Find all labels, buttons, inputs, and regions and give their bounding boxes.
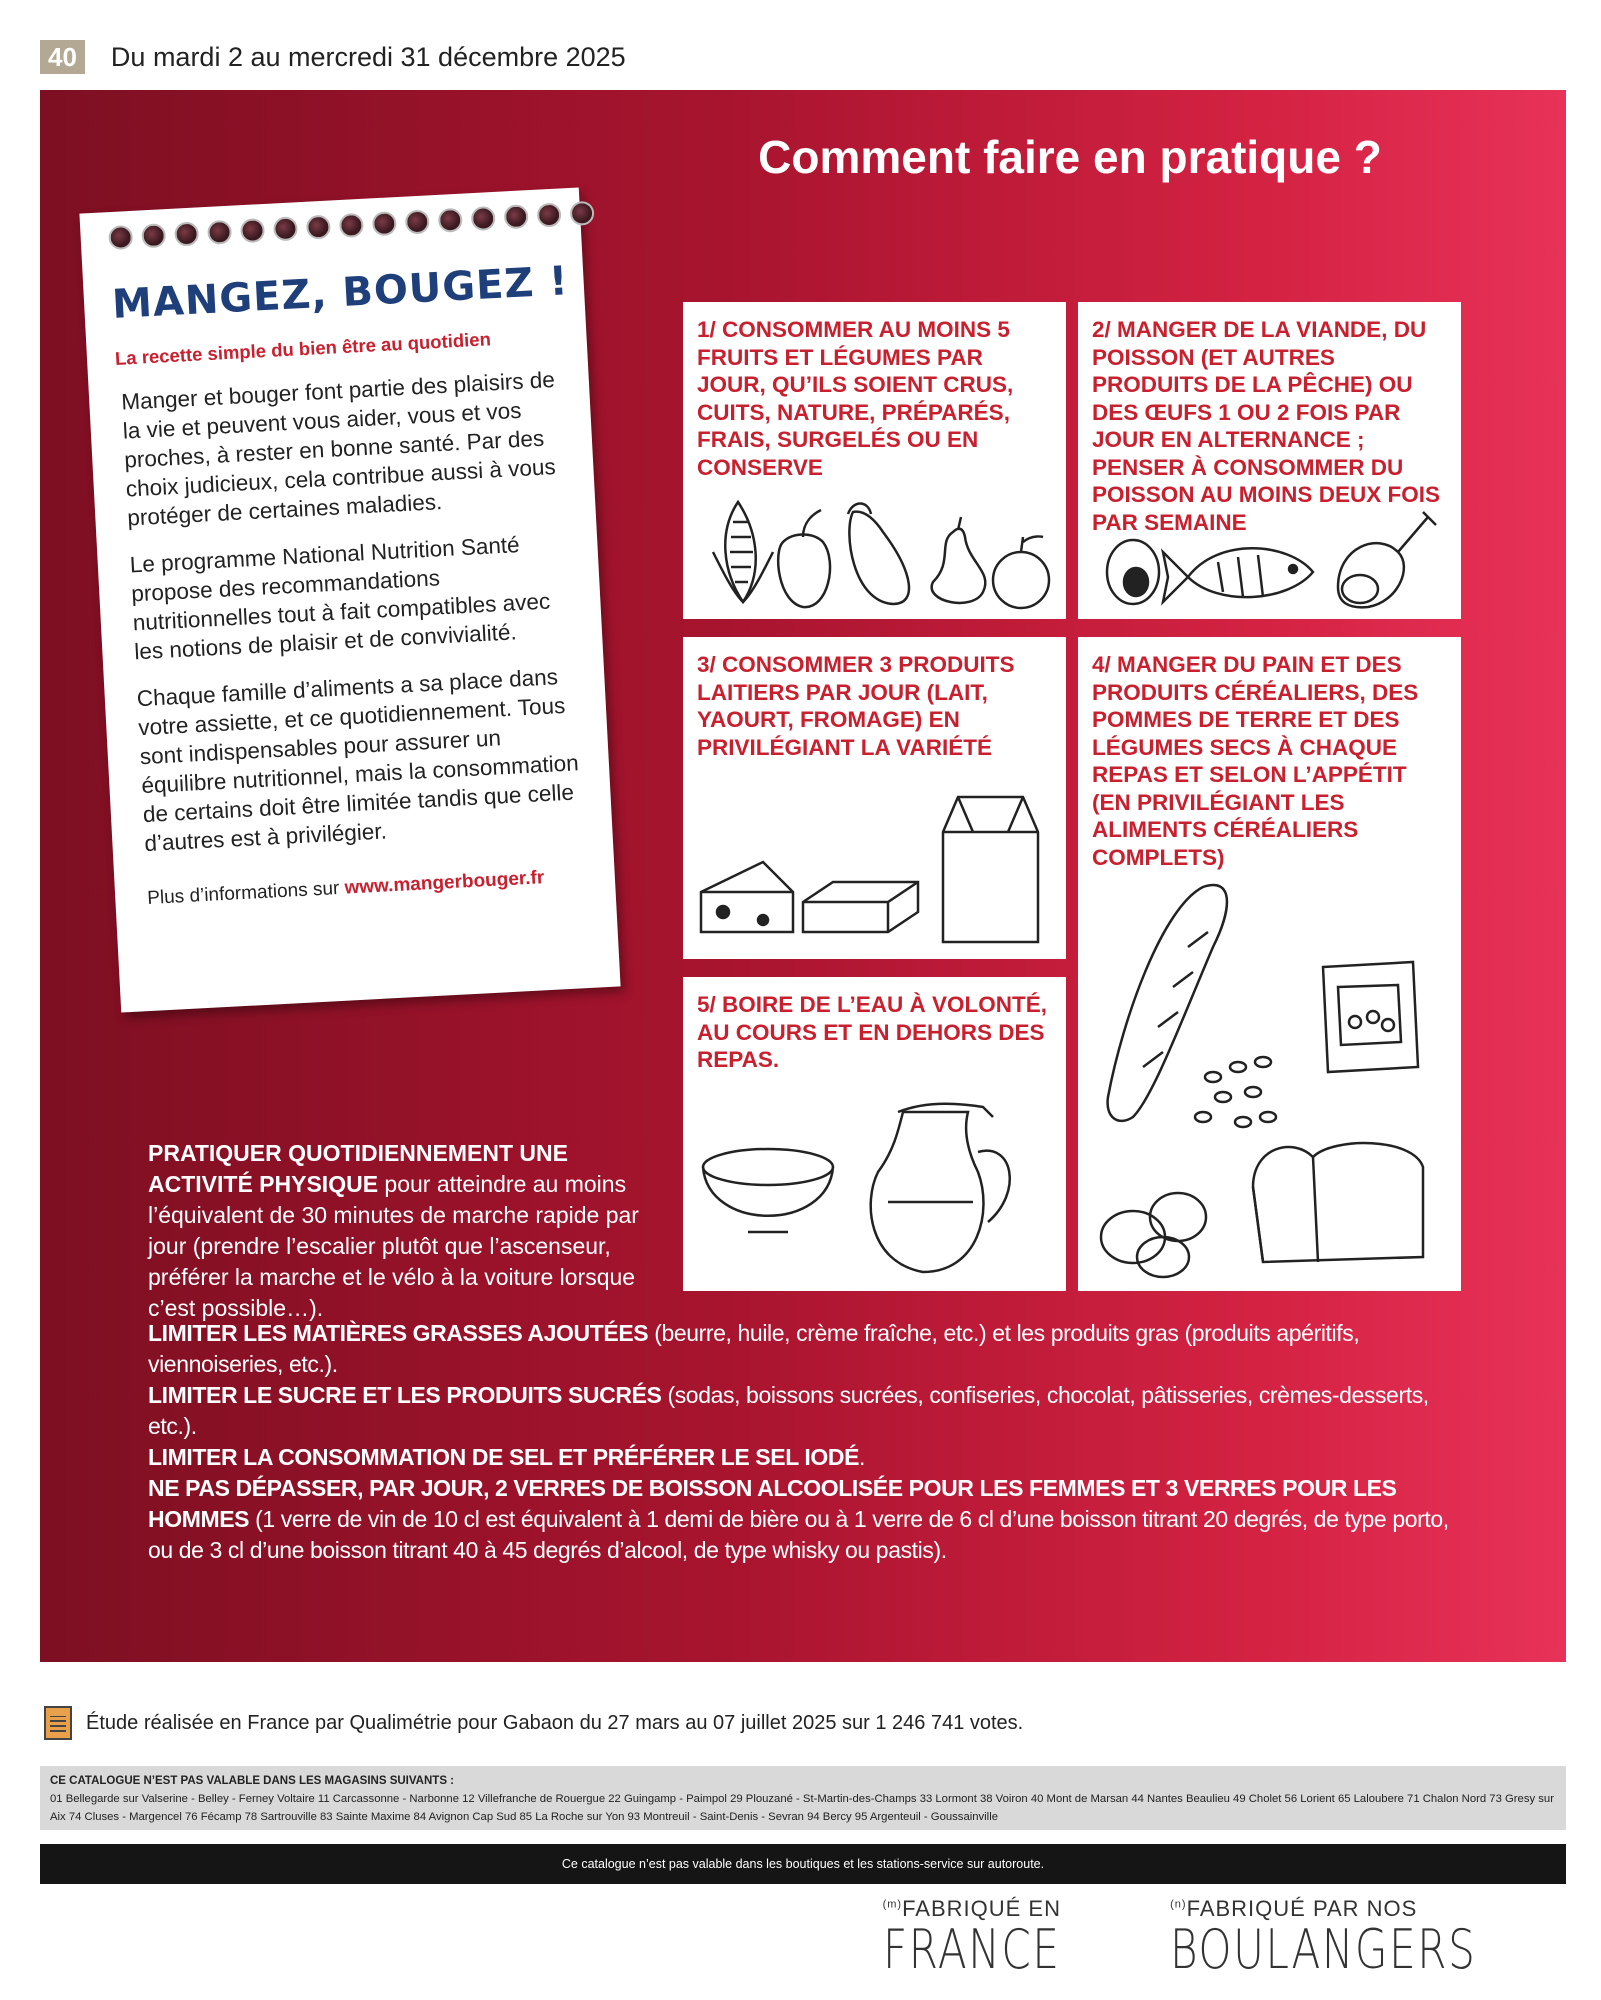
can-icon — [1323, 962, 1418, 1072]
note-paragraph: Manger et bouger font partie des plaisirs de la vie et peuvent vous aider, vous et vos proches, à rester en bonne santé. Par des choix judicieux, cela contribue aussi à vous protéger de certaines maladies. — [120, 366, 557, 531]
card-text: 2/ MANGER DE LA VIANDE, DU POISSON (ET AUTRES PRODUITS DE LA PÊCHE) OU DES ŒUFS 1 OU 2 FOIS PAR JOUR EN ALTERNANCE ; PENSER À CONSOMMER DU POISSON AU MOINS DEUX FOIS PAR SEMAINE — [1092, 317, 1440, 535]
fruits-vegetables-illustration — [703, 492, 1053, 612]
pepper-icon — [778, 510, 830, 607]
stores-list: 01 Bellegarde sur Valserine - Belley - Ferney Voltaire 11 Carcassonne - Narbonne 12 Villefranche de Rouergue 22 Guingamp - Paimpol 29 Plouzané - St-Martin-des-Champs 33 Lormont 38 Voiron 40 Mont de Marsan 44 Nantes Beaulieu 49 Cholet 56 Lorient 65 Laloubere 71 Chalon Nord 73 Gresy sur Aix 74 Cluses - Margencel 76 Fécamp 78 Sartrouville 83 Sainte Maxime 84 Avignon Cap Sud 85 La Roche sur Yon 93 Montreuil - Saint-Denis - Sevran 94 Bercy 95 Argenteuil - Goussainville — [50, 1793, 1554, 1823]
website-link[interactable]: www.mangerbouger.fr — [344, 867, 545, 899]
card-dairy — [683, 637, 1066, 959]
note-body — [121, 364, 598, 913]
cheese-icon — [701, 862, 793, 932]
dairy-illustration — [693, 782, 1058, 952]
study-note — [44, 1706, 1023, 1740]
date-range: Du mardi 2 au mercredi 31 décembre 2025 — [110, 41, 626, 72]
survey-icon — [44, 1706, 72, 1740]
activity-rest: pour atteindre au moins l’équivalent de 30 minutes de marche rapide par jour (prendre l’escalier plutôt que l’ascenseur, préférer la marche et le vélo à la voiture lorsque c’est possible…). — [148, 1171, 639, 1321]
cereals-illustration — [1093, 867, 1453, 1282]
potatoes-icon — [1101, 1193, 1206, 1277]
origin-labels — [882, 1896, 1563, 1981]
eggplant-icon — [848, 504, 909, 605]
card-meat-fish-eggs — [1078, 302, 1461, 619]
limit-line: LIMITER LA CONSOMMATION DE SEL ET PRÉFÉRER LE SEL IODÉ. — [148, 1444, 866, 1470]
corn-icon — [713, 502, 773, 602]
header-bar — [40, 40, 626, 74]
jug-icon — [871, 1104, 1010, 1272]
water-illustration — [693, 1092, 1058, 1287]
loaf-icon — [1253, 1143, 1423, 1262]
excluded-stores — [40, 1766, 1566, 1830]
spiral-rings — [108, 201, 595, 250]
card-text: 4/ MANGER DU PAIN ET DES PRODUITS CÉRÉALIERS, DES POMMES DE TERRE ET DES LÉGUMES SECS À CHAQUE REPAS ET SELON L’APPÉTIT (EN PRIVILÉGIANT LES ALIMENTS CÉRÉALIERS COMPLETS) — [1092, 652, 1419, 870]
bowl-icon — [703, 1149, 833, 1232]
page-number: 40 — [40, 40, 85, 74]
card-water — [683, 977, 1066, 1291]
pear-icon — [932, 517, 986, 603]
note-paragraph: Le programme National Nutrition Santé propose des recommandations nutritionnelles tout à fait compatibles avec les notions de plaisir et de convivialité. — [129, 532, 551, 665]
more-info-prefix: Plus d’informations sur — [146, 877, 340, 910]
egg-icon — [1107, 540, 1159, 604]
limits-text — [148, 1318, 1458, 1566]
label-made-in-france: $^{(m)}$FABRIQUÉ EN FRANCE — [882, 1896, 1061, 1981]
bread-icon — [1108, 885, 1227, 1121]
stores-heading: CE CATALOGUE N’EST PAS VALABLE DANS LES MAGASINS SUIVANTS : — [50, 1775, 455, 1787]
ham-icon — [1338, 512, 1436, 607]
card-text: 5/ BOIRE DE L’EAU À VOLONTÉ, AU COURS ET EN DEHORS DES REPAS. — [697, 992, 1048, 1072]
notepad-card — [79, 187, 620, 1012]
limit-line: LIMITER LES MATIÈRES GRASSES AJOUTÉES (beurre, huile, crème fraîche, etc.) et les produits gras (produits apéritifs, viennoiseries, etc.). — [148, 1320, 1360, 1377]
protein-illustration — [1098, 507, 1448, 612]
footer-note: Ce catalogue n’est pas valable dans les boutiques et les stations-service sur autoroute. — [40, 1844, 1566, 1884]
physical-activity-text — [148, 1138, 678, 1324]
note-paragraph: Chaque famille d’aliments a sa place dans votre assiette, et ce quotidiennement. Tous sont indispensables pour assurer un équilibre nutritionnel, mais la consommation de certains doit être limitée tandis que celle d’autres est à privilégier. — [136, 664, 580, 857]
note-title: MANGEZ, BOUGEZ ! — [111, 258, 570, 329]
study-text: Étude réalisée en France par Qualimétrie pour Gabaon du 27 mars au 07 juillet 2025 sur 1 246 741 votes. — [86, 1711, 1024, 1734]
card-text: 3/ CONSOMMER 3 PRODUITS LAITIERS PAR JOUR (LAIT, YAOURT, FROMAGE) EN PRIVILÉGIANT LA VARIÉTÉ — [697, 652, 1015, 760]
limit-line: LIMITER LE SUCRE ET LES PRODUITS SUCRÉS (sodas, boissons sucrées, confiseries, chocolat, pâtisseries, crèmes-desserts, etc.). — [148, 1382, 1429, 1439]
card-text: 1/ CONSOMMER AU MOINS 5 FRUITS ET LÉGUMES PAR JOUR, QU’ILS SOIENT CRUS, CUITS, NATURE, PRÉPARÉS, FRAIS, SURGELÉS OU EN CONSERVE — [697, 317, 1014, 480]
panel-title: Comment faire en pratique ? — [758, 131, 1382, 183]
card-cereals — [1078, 637, 1461, 1291]
apple-icon — [993, 536, 1049, 608]
fish-icon — [1163, 548, 1313, 602]
milk-carton-icon — [943, 797, 1038, 942]
label-made-by-bakers: $^{(n)}$FABRIQUÉ PAR NOS BOULANGERS — [1170, 1896, 1477, 1981]
beans-icon — [1195, 1057, 1276, 1127]
more-info — [147, 860, 598, 913]
butter-icon — [803, 882, 918, 932]
note-subtitle: La recette simple du bien être au quotidien — [114, 328, 492, 369]
card-fruits-vegetables — [683, 302, 1066, 619]
limit-line: NE PAS DÉPASSER, PAR JOUR, 2 VERRES DE BOISSON ALCOOLISÉE POUR LES FEMMES ET 3 VERRES POUR LES HOMMES (1 verre de vin de 10 cl est équivalent à 1 demi de bière ou à 1 verre de 6 cl d’une boisson titrant 20 degrés, de type porto, ou de 3 cl d’une boisson titrant 40 à 45 degrés d’alcool, de type whisky ou pastis). — [148, 1475, 1449, 1563]
activity-bold: PRATIQUER QUOTIDIENNEMENT UNE ACTIVITÉ PHYSIQUE — [148, 1140, 568, 1197]
